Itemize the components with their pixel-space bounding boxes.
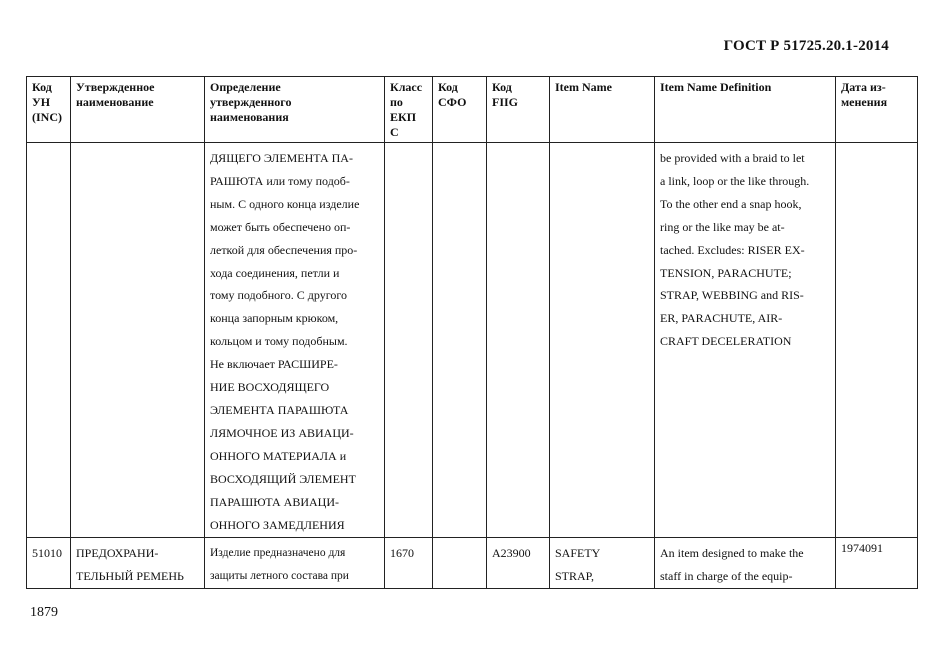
text-line: Изделие предназначено для [210,547,346,559]
cell-class [385,538,433,589]
cell-item-name [550,538,655,589]
cell-sfo [433,538,487,589]
page-number: 1879 [30,605,58,620]
cell-approved-name [71,143,205,538]
text-line: ЛЯМОЧНОЕ ИЗ АВИАЦИ- [210,425,354,440]
col-header-item-name-definition: Item Name Definition [655,77,836,143]
text-line: CRAFT DECELERATION [660,334,792,349]
text-line: ОННОГО ЗАМЕДЛЕНИЯ [210,517,345,532]
text-line: кольцом и тому подобным. [210,334,348,349]
definition-ru-text [205,143,384,536]
text-line: леткой для обеспечения про- [210,242,358,257]
cell-class [385,143,433,538]
col-header-definition: Определение утвержденного наименования [205,77,385,143]
definition-en-text [655,538,835,588]
text-line: ным. С одного конца изделие [210,196,360,211]
standard-designation: ГОСТ Р 51725.20.1-2014 [723,38,889,54]
col-header-change-date: Дата из- менения [836,77,918,143]
text-line: ВОСХОДЯЩИЙ ЭЛЕМЕНТ [210,471,356,486]
cell-sfo [433,143,487,538]
text-line: be provided with a braid to let [660,151,805,165]
cell-change-date [836,538,918,589]
text-line: staff in charge of the equip- [660,568,793,583]
cell-definition-ru [205,143,385,538]
cell-item-name [550,143,655,538]
col-header-item-name: Item Name [550,77,655,143]
text-line: РАШЮТА или тому подоб- [210,173,350,188]
cell-fiig [487,143,550,538]
change-date: 1974091 [841,541,883,555]
text-line: To the other end a snap hook, [660,196,802,211]
text-line: An item designed to make the [660,546,804,560]
text-line: tached. Excludes: RISER EX- [660,242,805,257]
col-header-inc: Код УН (INC) [27,77,71,143]
cell-change-date [836,143,918,538]
text-line: ПАРАШЮТА АВИАЦИ- [210,494,340,509]
text-line: a link, loop or the like through. [660,173,810,188]
col-header-fiig: Код FIIG [487,77,550,143]
text-line: ПРЕДОХРАНИ- [76,546,159,560]
text-line: хода соединения, петли и [210,265,340,280]
table-row [27,143,918,538]
text-line: тому подобного. С другого [210,288,347,303]
text-line: защиты летного состава при [210,569,349,582]
approved-name-text [71,538,204,588]
table-header-row [27,77,918,143]
col-header-class: Класс по ЕКП С [385,77,433,143]
text-line: НИЕ ВОСХОДЯЩЕГО [210,380,330,395]
col-header-approved-name: Утвержденное наименование [71,77,205,143]
text-line: ЭЛЕМЕНТА ПАРАШЮТА [210,402,349,417]
table-row [27,538,918,589]
cell-item-definition [655,538,836,589]
text-line: ДЯЩЕГО ЭЛЕМЕНТА ПА- [210,151,353,165]
text-line: ring or the like may be at- [660,219,785,234]
text-line: конца запорным крюком, [210,311,339,326]
text-line: SAFETY [555,546,601,560]
cell-approved-name [71,538,205,589]
definition-ru-text [205,538,384,588]
text-line: ER, PARACHUTE, AIR- [660,311,783,326]
cell-fiig [487,538,550,589]
text-line: TENSION, PARACHUTE; [660,265,792,280]
cell-definition-ru [205,538,385,589]
item-name-text [550,538,654,588]
cell-inc [27,538,71,589]
cell-item-definition [655,143,836,538]
text-line: ОННОГО МАТЕРИАЛА и [210,448,347,463]
fiig-code: A23900 [492,546,531,560]
definition-en-text [655,143,835,353]
class-code: 1670 [390,546,414,560]
inc-code: 51010 [32,546,62,560]
terms-table [26,76,918,589]
text-line: ТЕЛЬНЫЙ РЕМЕНЬ [76,568,184,583]
col-header-sfo: Код СФО [433,77,487,143]
text-line: STRAP, [555,568,595,583]
cell-inc [27,143,71,538]
text-line: STRAP, WEBBING and RIS- [660,288,804,303]
text-line: Не включает РАСШИРЕ- [210,357,338,372]
text-line: может быть обеспечено оп- [210,219,351,234]
